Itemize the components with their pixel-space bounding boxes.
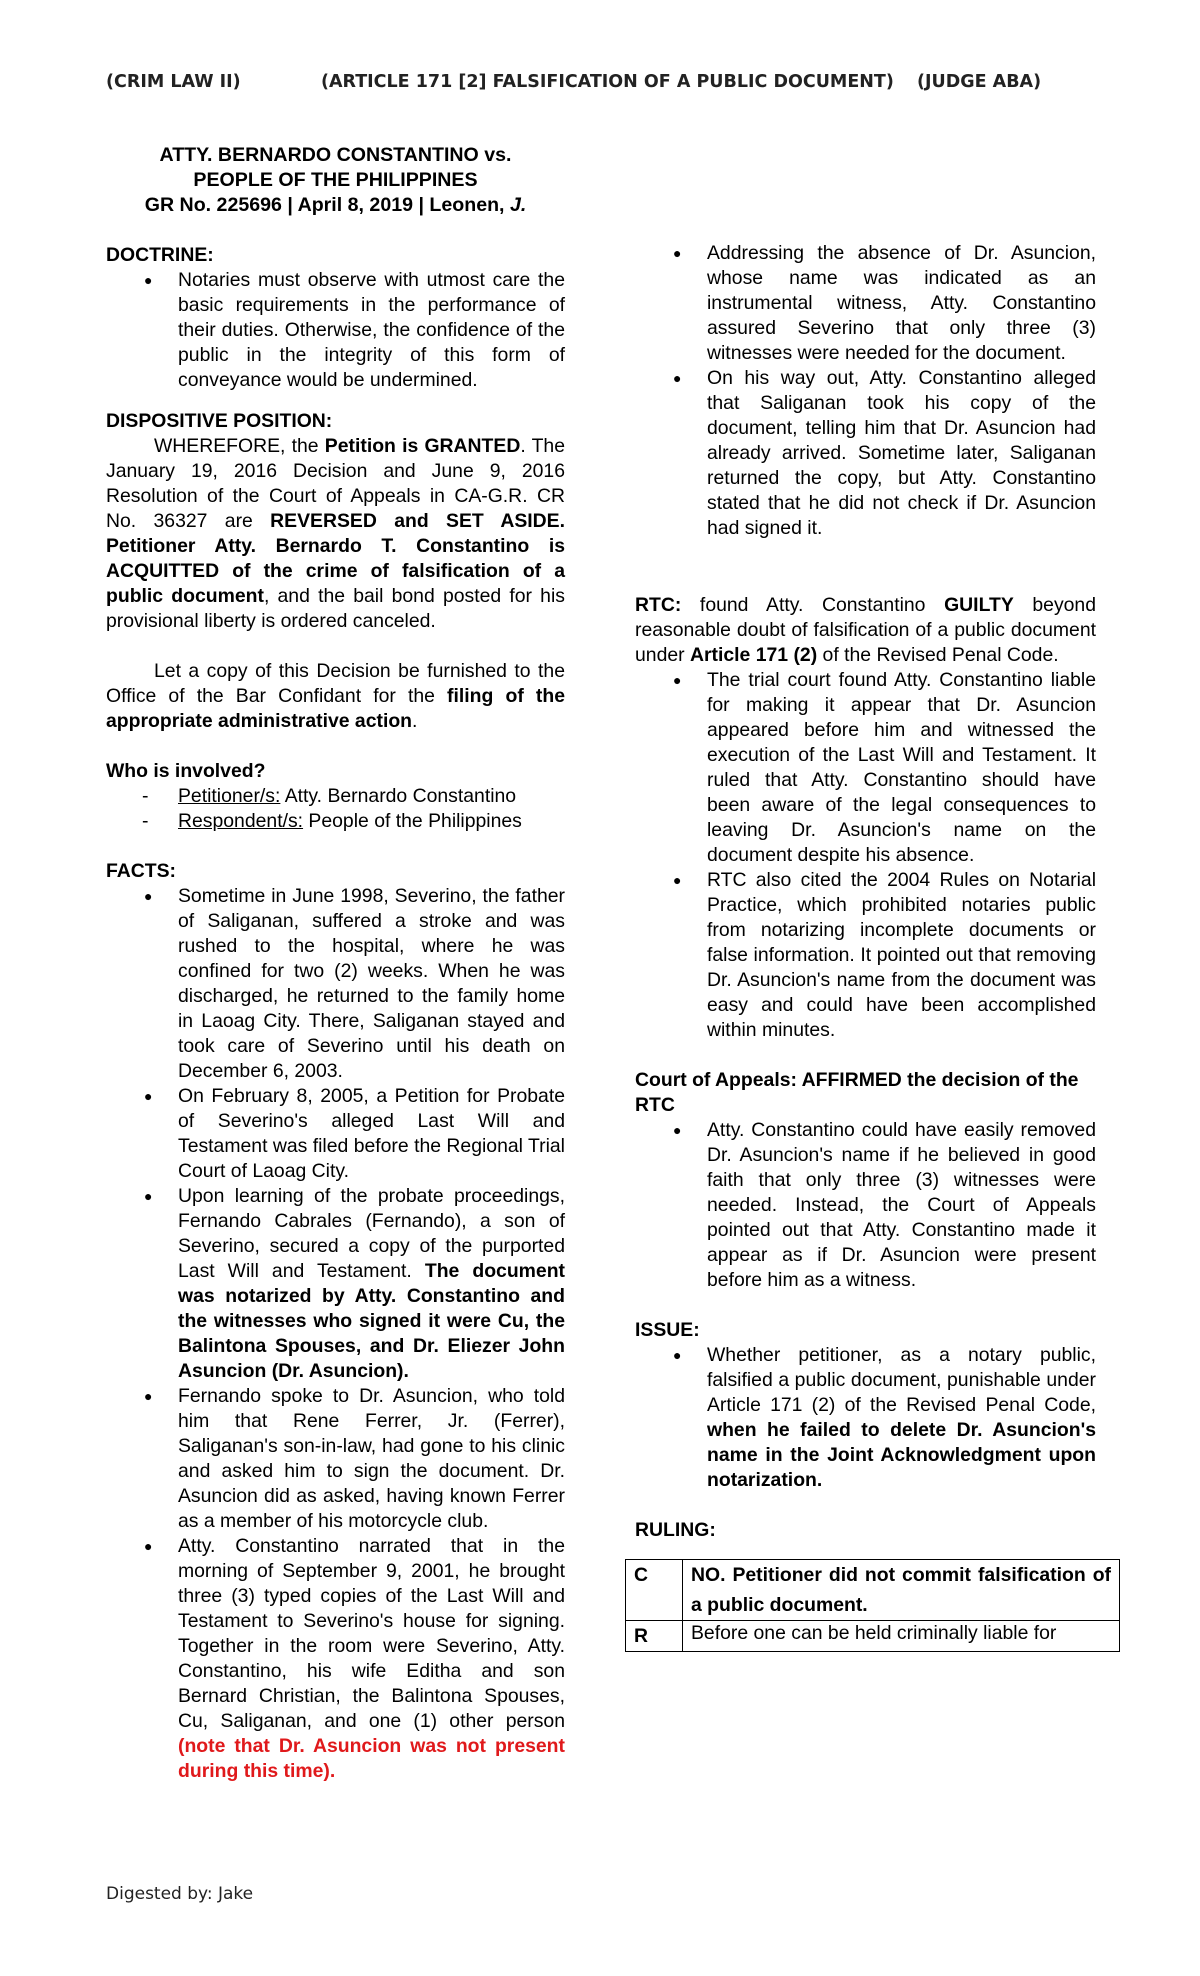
left-column [106,143,565,1784]
petitioner-value: Atty. Bernardo Constantino [280,785,517,807]
list-item [635,868,1096,1043]
case-title [106,143,565,218]
facts-heading: FACTS: [106,860,177,882]
list-item [635,1118,1096,1293]
fact-text: Addressing the absence of Dr. Asuncion, whose name was indicated as an instrumental witness, Atty. Constantino assured Severino that only three (3) witnesses were needed for the document. [707,242,1096,364]
rtc-text-c: beyond reasonable doubt of falsification of a public document under [635,594,1096,666]
rtc-paragraph [635,593,1096,668]
respondent-value: People of the Philippines [303,810,522,832]
bullet-icon: ● [673,672,682,688]
list-item [635,1343,1096,1493]
dispositive-p2-a: Let a copy of this Decision be furnished to the Office of the Bar Confidant for the [106,660,565,707]
bullet-icon: ● [144,1538,153,1554]
ruling-key: R [626,1621,683,1652]
list-item [635,241,1096,366]
list-item [635,668,1096,868]
bullet-icon: ● [144,1088,153,1104]
list-item [106,809,565,834]
rtc-text-e: of the Revised Penal Code. [817,644,1059,666]
petitioner-label: Petitioner/s: [178,785,281,807]
bullet-icon: ● [673,1347,682,1363]
case-citation-initial: J. [509,194,527,216]
involved-list [106,784,565,834]
bullet-icon: ● [673,370,682,386]
facts-list-continued-2 [635,241,1096,541]
list-item [106,268,565,393]
ruling-heading: RULING: [635,1519,716,1541]
bullet-icon: ● [144,888,153,904]
ca-text: Atty. Constantino could have easily removed Dr. Asuncion's name if he believed in good faith that only three (3) witnesses were needed. Instead, the Court of Appeals pointed out that Atty. Constantino made it appear as if Dr. Asuncion were present before him as a witness. [707,1119,1096,1291]
list-item [635,366,1096,541]
digest-author: Digested by: Jake [106,1884,254,1904]
bullet-icon: ● [144,1388,153,1404]
header-subject: (CRIM LAW II) [106,72,241,92]
dash-icon: - [142,810,149,832]
ruling-conclusion: NO. Petitioner did not commit falsification of a public document. [683,1560,1120,1621]
issue-heading: ISSUE: [635,1319,700,1341]
rtc-text-b: GUILTY [944,594,1014,616]
dispositive-p2-b: filing of the appropriate administrative action [106,685,565,732]
facts-list [106,884,565,1784]
dispositive-heading: DISPOSITIVE POSITION: [106,410,333,432]
respondent-label: Respondent/s: [178,810,304,832]
rtc-text-d: Article 171 (2) [689,644,818,666]
fact-text: Atty. Constantino narrated that in the morning of September 9, 2001, he brought three (3) typed copies of the Last Will and Testament to Severino's house for signing. Together in the room were Severino, Atty. Constantino, his wife Editha and son Bernard Christian, the Balintona Spouses, Cu, Saliganan, and one (1) other person [178,1535,565,1732]
table-row [626,1560,1120,1621]
dispositive-text-c: . The January 19, 2016 Decision and June 9, 2016 Resolution of the Court of Appeals in CA-G.R. CR No. 36327 are [106,435,565,532]
dispositive-text-d: REVERSED and SET ASIDE. Petitioner Atty. Bernardo T. Constantino is ACQUITTED of the crime of falsification of a public document [106,510,565,607]
dispositive-p2-c: . [412,710,418,732]
header-topic: (ARTICLE 171 [2] FALSIFICATION OF A PUBLIC DOCUMENT) [321,72,894,92]
list-item [106,1384,565,1534]
rtc-text: The trial court found Atty. Constantino liable for making it appear that Dr. Asuncion appeared before him and witnessed the execution of the Last Will and Testament. It ruled that Atty. Constantino should have been aware of the legal consequences to leaving Dr. Asuncion's name on the document despite his absence. [707,669,1096,866]
ca-list [635,1118,1096,1293]
case-citation [106,193,565,218]
dispositive-paragraph-2 [106,659,565,734]
dash-icon: - [142,785,149,807]
issue-list [635,1343,1096,1493]
case-title-line1: ATTY. BERNARDO CONSTANTINO vs. [159,144,512,166]
bullet-icon: ● [144,1188,153,1204]
fact-text: On his way out, Atty. Constantino alleged that Saliganan took his copy of the document, telling him that Dr. Asuncion had already arrived. Sometime later, Saliganan returned the copy, but Atty. Constantino stated that he did not check if Dr. Asuncion had signed it. [707,367,1096,539]
list-item [106,884,565,1084]
fact-text: Upon learning of the probate proceedings, Fernando Cabrales (Fernando), a son of Severino, secured a copy of the purported Last Will and Testament. [178,1185,565,1282]
dispositive-text-e: , and the bail bond posted for his provisional liberty is ordered canceled. [106,585,565,632]
involved-heading: Who is involved? [106,760,266,782]
dispositive-text-b: Petition is GRANTED [324,435,521,457]
fact-text: Sometime in June 1998, Severino, the father of Saliganan, suffered a stroke and was rushed to the hospital, where he was confined for two (2) weeks. When he was discharged, he returned to the family home in Laoag City. There, Saliganan stayed and took care of Severino until his death on December 6, 2003. [178,885,565,1082]
fact-note-red: (note that Dr. Asuncion was not present during this time). [178,1735,565,1782]
list-item [106,784,565,809]
issue-text: Whether petitioner, as a notary public, falsified a public document, punishable under Article 171 (2) of the Revised Penal Code, [707,1344,1096,1416]
rtc-list [635,668,1096,1043]
fact-text-bold: The document was notarized by Atty. Constantino and the witnesses who signed it were Cu, the Balintona Spouses, and Dr. Eliezer John Asuncion (Dr. Asuncion). [178,1260,565,1382]
doctrine-heading: DOCTRINE: [106,244,214,266]
header-professor: (JUDGE ABA) [917,72,1042,92]
case-citation-text: GR No. 225696 | April 8, 2019 | Leonen, [144,194,510,216]
ca-heading: Court of Appeals: AFFIRMED the decision of the RTC [635,1069,1079,1116]
doctrine-list [106,268,565,393]
ruling-key: C [626,1560,683,1621]
bullet-icon: ● [673,1122,682,1138]
bullet-icon: ● [144,272,153,288]
right-column [634,143,1111,1652]
list-item [106,1084,565,1184]
fact-text: On February 8, 2005, a Petition for Probate of Severino's alleged Last Will and Testament was filed before the Regional Trial Court of Laoag City. [178,1085,565,1182]
case-title-line2: PEOPLE OF THE PHILIPPINES [193,169,478,191]
bullet-icon: ● [673,872,682,888]
rtc-label: RTC: [635,594,682,616]
issue-text-bold: when he failed to delete Dr. Asuncion's name in the Joint Acknowledgment upon notarization. [707,1419,1096,1491]
rtc-text-a: found Atty. Constantino [681,594,945,616]
ruling-reason: Before one can be held criminally liable for [683,1621,1120,1652]
dispositive-text-a: WHEREFORE, the [154,435,325,457]
list-item [106,1184,565,1384]
rtc-text: RTC also cited the 2004 Rules on Notarial Practice, which prohibited notaries public from notarizing incomplete documents or false information. It pointed out that removing Dr. Asuncion's name from the document was easy and could have been accomplished within minutes. [707,869,1096,1041]
dispositive-paragraph [106,434,565,634]
table-row [626,1621,1120,1652]
fact-text: Fernando spoke to Dr. Asuncion, who told him that Rene Ferrer, Jr. (Ferrer), Saliganan's son-in-law, had gone to his clinic and asked him to sign the document. Dr. Asuncion did as asked, having known Ferrer as a member of his motorcycle club. [178,1385,565,1532]
ruling-table [625,1559,1120,1652]
bullet-icon: ● [673,245,682,261]
list-item [106,1534,565,1784]
doctrine-text: Notaries must observe with utmost care the basic requirements in the performance of their duties. Otherwise, the confidence of the public in the integrity of this form of conveyance would be undermined. [178,269,565,391]
